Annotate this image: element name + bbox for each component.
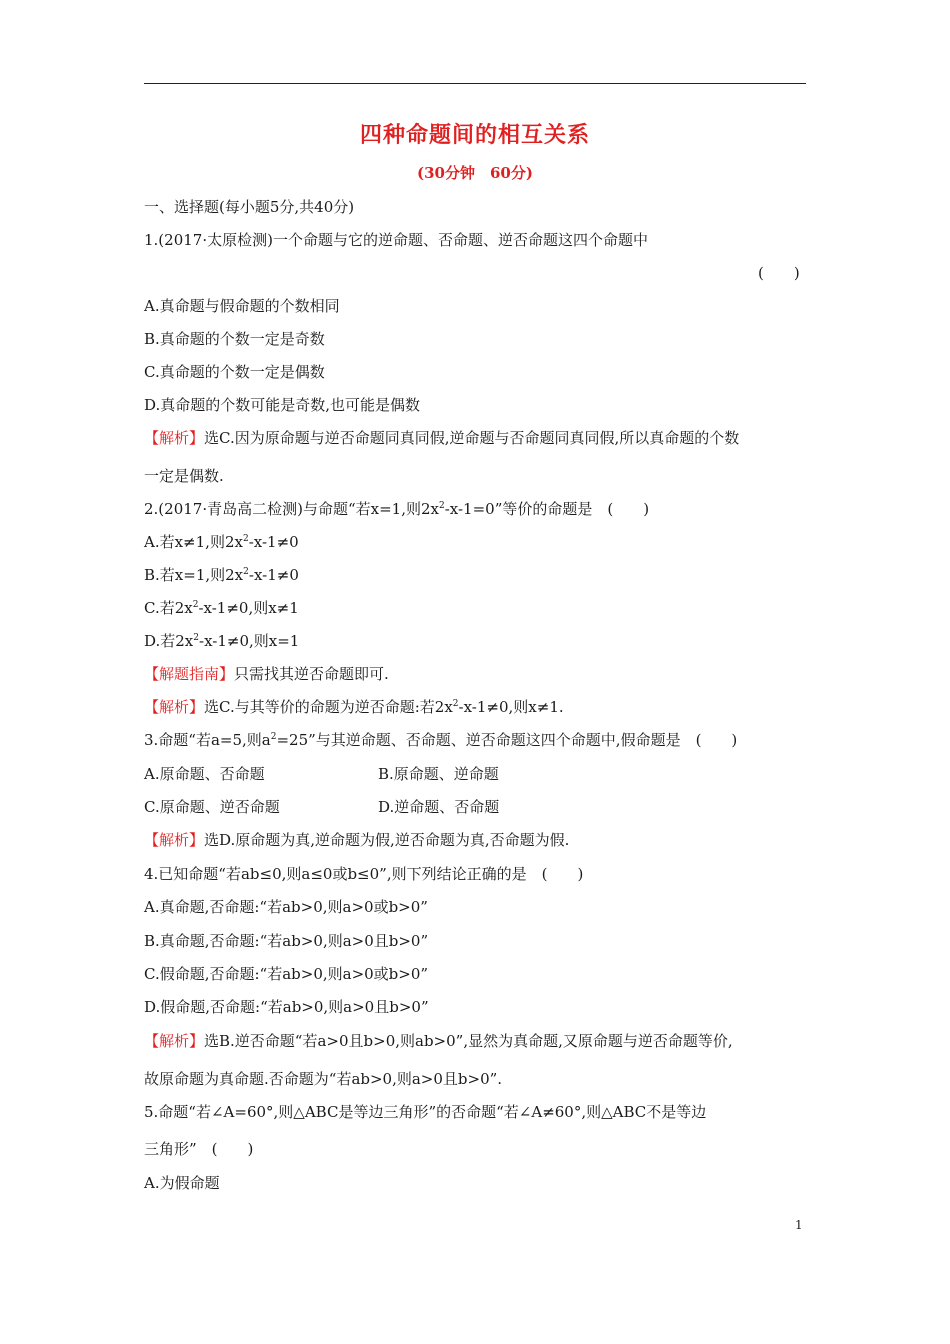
q3-analysis <box>144 830 569 850</box>
q3-stem-a: 3.命题“若a=5,则a <box>144 731 271 749</box>
page-subtitle: (30分钟 60分) <box>417 164 533 182</box>
exponent: 2 <box>192 600 199 610</box>
q2-analysis-a: 选C.与其等价的命题为逆否命题:若2x <box>204 698 453 716</box>
q4-option-a: A.真命题,否命题:“若ab>0,则a>0或b>0” <box>144 898 428 916</box>
q2-opt-d-1: D.若2x <box>144 632 194 650</box>
q2-opt-b-1: B.若x=1,则2x <box>144 566 244 584</box>
exponent: 2 <box>452 699 459 709</box>
q2-opt-a-2: -x-1≠0 <box>248 533 299 551</box>
q2-stem <box>144 499 649 519</box>
analysis-tag: 【解析】 <box>144 429 205 447</box>
q1-analysis-text: 选C.因为原命题与逆否命题同真同假,逆命题与否命题同真同假,所以真命题的个数 <box>204 429 740 447</box>
q2-opt-c-1: C.若2x <box>144 599 193 617</box>
page-number: 1 <box>795 1218 803 1232</box>
header-rule <box>144 83 806 84</box>
q2-option-c <box>144 598 299 618</box>
q2-opt-c-2: -x-1≠0,则x≠1 <box>198 599 299 617</box>
q2-option-d <box>144 631 299 651</box>
q5-stem-cont: 三角形” ( ) <box>144 1140 254 1158</box>
analysis-tag: 【解析】 <box>144 831 205 849</box>
q1-option-d: D.真命题的个数可能是奇数,也可能是偶数 <box>144 396 421 414</box>
guide-tag: 【解题指南】 <box>144 665 235 683</box>
exponent: 2 <box>270 732 277 742</box>
q4-analysis-text: 选B.逆否命题“若a>0且b>0,则ab>0”,显然为真命题,又原命题与逆否命题等价, <box>204 1032 733 1050</box>
page-title: 四种命题间的相互关系 <box>359 122 590 148</box>
q3-stem-b: =25”与其逆命题、否命题、逆否命题这四个命题中,假命题是 ( ) <box>276 731 738 749</box>
q2-guide-text: 只需找其逆否命题即可. <box>234 665 389 683</box>
q5-stem: 5.命题“若∠A=60°,则△ABC是等边三角形”的否命题“若∠A≠60°,则△ABC不是等边 <box>144 1103 707 1121</box>
q2-option-b <box>144 565 299 585</box>
q1-analysis-cont: 一定是偶数. <box>144 467 224 485</box>
q2-opt-d-2: -x-1≠0,则x=1 <box>199 632 300 650</box>
q2-analysis-b: -x-1≠0,则x≠1. <box>458 698 564 716</box>
q4-option-c: C.假命题,否命题:“若ab>0,则a>0或b>0” <box>144 965 429 983</box>
q1-option-c: C.真命题的个数一定是偶数 <box>144 363 325 381</box>
q3-option-c: C.原命题、逆否命题 <box>144 798 280 816</box>
q3-analysis-text: 选D.原命题为真,逆命题为假,逆否命题为真,否命题为假. <box>204 831 570 849</box>
q3-option-b: B.原命题、逆命题 <box>378 765 499 783</box>
q5-option-a: A.为假命题 <box>144 1174 220 1192</box>
exponent: 2 <box>438 501 445 511</box>
q2-opt-a-1: A.若x≠1,则2x <box>144 533 243 551</box>
q1-option-b: B.真命题的个数一定是奇数 <box>144 330 325 348</box>
exponent: 2 <box>242 534 249 544</box>
q2-stem-b: -x-1=0”等价的命题是 ( ) <box>444 500 650 518</box>
q4-analysis-cont: 故原命题为真命题.否命题为“若ab>0,则a>0且b>0”. <box>144 1070 503 1088</box>
q4-stem: 4.已知命题“若ab≤0,则a≤0或b≤0”,则下列结论正确的是 ( ) <box>144 865 584 883</box>
q4-option-b: B.真命题,否命题:“若ab>0,则a>0且b>0” <box>144 932 429 950</box>
q1-option-a: A.真命题与假命题的个数相同 <box>144 297 340 315</box>
q3-option-a: A.原命题、否命题 <box>144 765 265 783</box>
q3-option-d: D.逆命题、否命题 <box>378 798 500 816</box>
analysis-tag: 【解析】 <box>144 698 205 716</box>
analysis-tag: 【解析】 <box>144 1032 205 1050</box>
q2-stem-a: 2.(2017·青岛高二检测)与命题“若x=1,则2x <box>144 500 439 518</box>
q1-answer-paren: ( ) <box>758 264 800 282</box>
q3-stem <box>144 730 737 750</box>
q4-analysis <box>144 1031 733 1051</box>
exponent: 2 <box>243 567 249 577</box>
q1-stem: 1.(2017·太原检测)一个命题与它的逆命题、否命题、逆否命题这四个命题中 <box>144 231 648 249</box>
section-heading: 一、选择题(每小题5分,共40分) <box>144 198 355 216</box>
q1-analysis <box>144 428 739 448</box>
q2-option-a <box>144 532 299 552</box>
q4-option-d: D.假命题,否命题:“若ab>0,则a>0且b>0” <box>144 998 429 1016</box>
q2-analysis <box>144 697 564 717</box>
exponent: 2 <box>193 633 199 643</box>
q2-opt-b-2: -x-1≠0 <box>248 566 299 584</box>
q2-guide <box>144 664 389 684</box>
